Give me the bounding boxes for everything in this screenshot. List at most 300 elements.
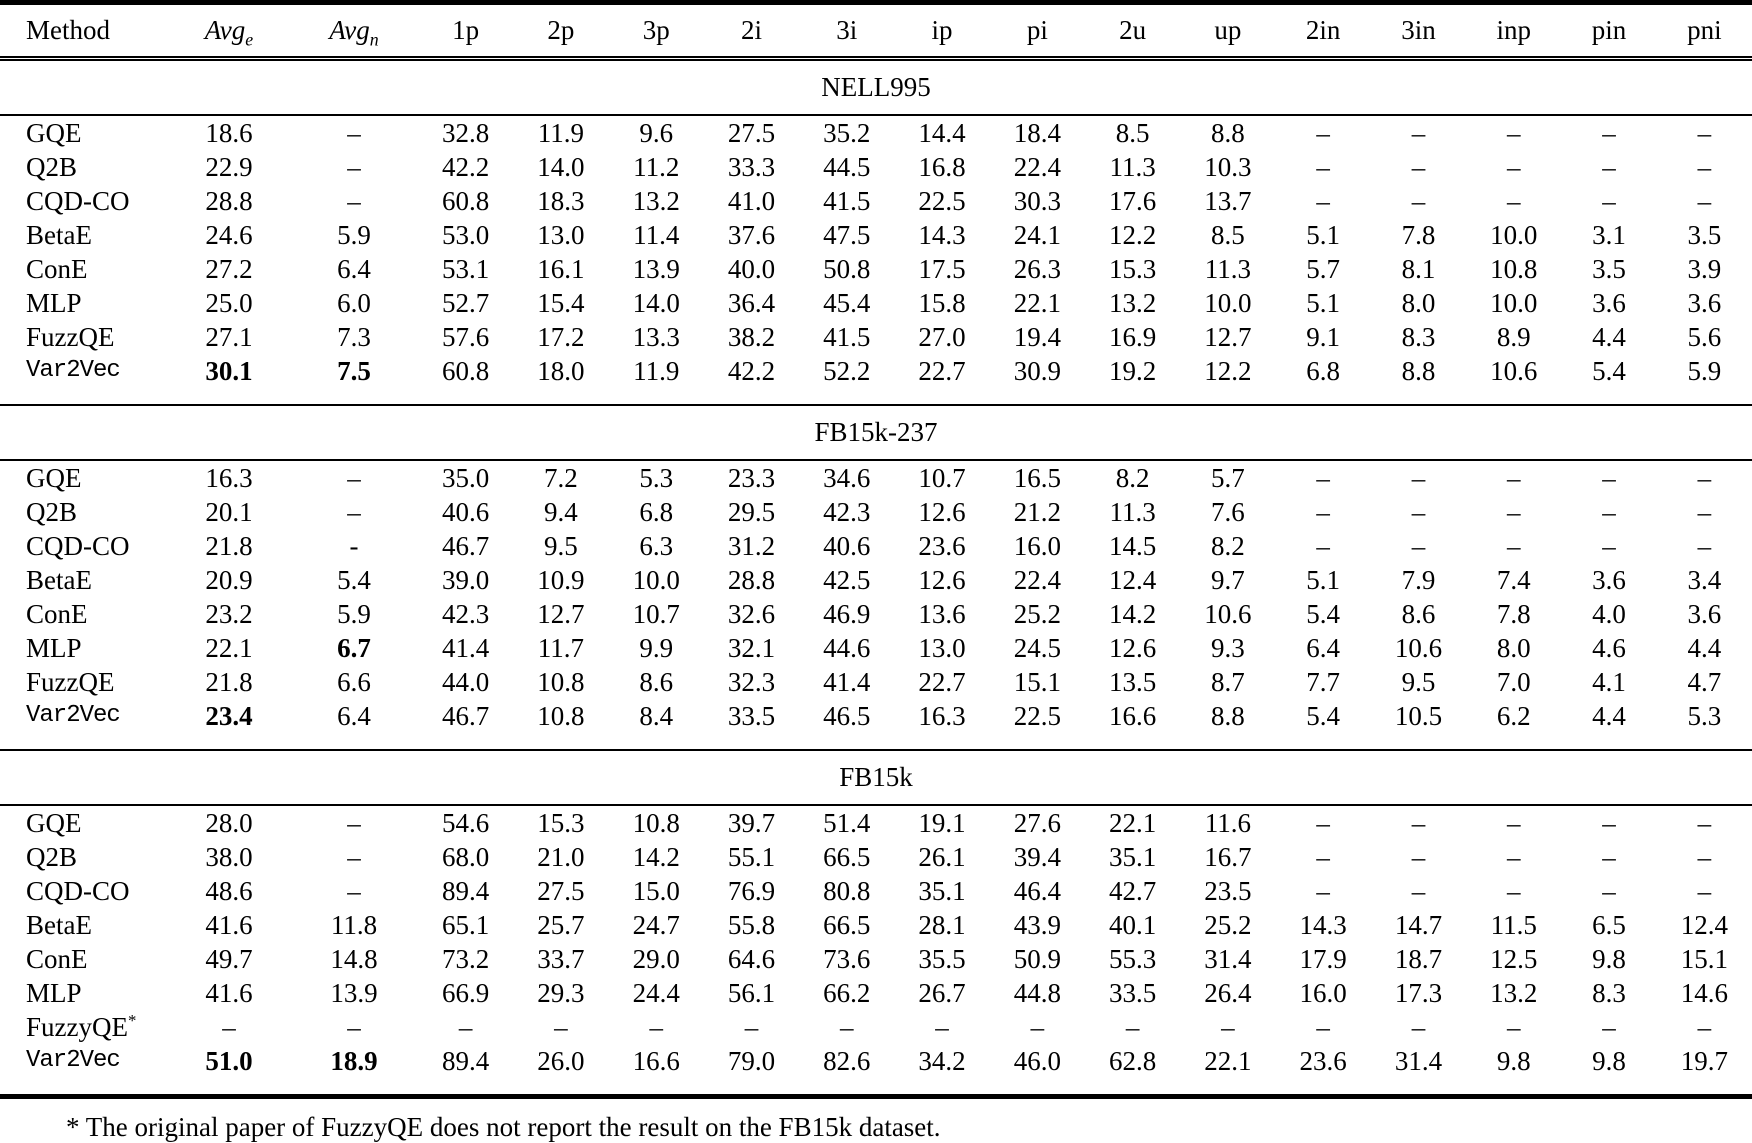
value-cell: 39.7	[727, 808, 776, 838]
value-cell: 27.2	[205, 254, 253, 284]
value-cell: 66.9	[442, 978, 490, 1008]
value-cell: –	[347, 1012, 361, 1042]
value-cell: –	[1221, 1012, 1235, 1042]
value-cell: –	[1602, 876, 1616, 906]
value-cell: –	[1316, 497, 1330, 527]
value-cell: –	[1602, 842, 1616, 872]
value-cell: 6.5	[1592, 910, 1626, 940]
value-cell: 17.9	[1299, 944, 1347, 974]
value-cell: –	[1125, 1012, 1140, 1042]
value-cell: 73.6	[823, 944, 871, 974]
value-cell: 8.8	[1401, 356, 1436, 386]
value-cell: 44.6	[823, 633, 871, 663]
header-row	[0, 3, 1752, 59]
value-cell: 13.9	[632, 254, 680, 284]
value-cell: 89.4	[418, 1044, 513, 1097]
value-cell: 82.6	[799, 1044, 894, 1097]
value-cell: –	[840, 1012, 854, 1042]
value-cell: 29.3	[537, 978, 585, 1008]
value-cell: 55.1	[727, 842, 776, 872]
value-cell: –	[1506, 463, 1521, 493]
value-cell: –	[1411, 531, 1426, 561]
value-cell: –	[1316, 1012, 1330, 1042]
table-row-fuzzyqe	[0, 1010, 1752, 1044]
value-cell: 7.3	[337, 322, 371, 352]
value-cell: 11.4	[633, 220, 680, 250]
value-cell: 46.9	[823, 599, 871, 629]
value-cell: 13.9	[330, 978, 378, 1008]
value-cell: –	[458, 1012, 473, 1042]
value-cell: 11.3	[1204, 254, 1252, 284]
value-cell: 24.4	[632, 978, 680, 1008]
value-cell: 12.7	[1204, 322, 1252, 352]
value-cell: 27.5	[727, 118, 776, 148]
table-row-var2vec	[0, 699, 1752, 750]
value-cell: 14.2	[1108, 599, 1157, 629]
value-cell: 32.6	[727, 599, 776, 629]
value-cell: 89.4	[442, 876, 490, 906]
value-cell: 19.4	[1013, 322, 1061, 352]
table-row-cqd-co	[0, 184, 1752, 218]
value-cell: 32.3	[727, 667, 776, 697]
value-cell: 5.6	[1687, 322, 1722, 352]
value-cell: 46.7	[442, 701, 490, 731]
value-cell: 12.7	[537, 599, 585, 629]
value-cell: 5.3	[639, 463, 674, 493]
value-cell: 12.6	[918, 497, 966, 527]
value-cell: –	[649, 1012, 663, 1042]
value-cell: 15.1	[1680, 944, 1728, 974]
value-cell: 10.0	[1490, 288, 1538, 318]
method-name: ConE	[26, 254, 88, 284]
value-cell: 5.1	[1306, 565, 1341, 595]
value-cell: 30.9	[1013, 356, 1061, 386]
value-cell: 25.2	[1013, 599, 1061, 629]
table-row-cone	[0, 252, 1752, 286]
value-cell: 46.5	[823, 701, 871, 731]
value-cell: 22.4	[1013, 565, 1061, 595]
col-header-method: Method	[0, 3, 168, 59]
value-cell: 6.2	[1496, 701, 1531, 731]
value-cell: 30.3	[1013, 186, 1061, 216]
value-cell: –	[222, 1012, 236, 1042]
value-cell: –	[1697, 531, 1712, 561]
value-cell: –	[1316, 842, 1330, 872]
table-row-q2b	[0, 150, 1752, 184]
value-cell: 16.8	[918, 152, 966, 182]
table-row-cone	[0, 942, 1752, 976]
method-name: GQE	[26, 118, 82, 148]
value-cell: 34.2	[894, 1044, 989, 1097]
value-cell: 7.5	[337, 356, 371, 386]
col-header-1p: 1p	[418, 3, 513, 59]
value-cell: 32.8	[442, 118, 490, 148]
table-row-fuzzqe	[0, 320, 1752, 354]
value-cell: 26.0	[513, 1044, 608, 1097]
value-cell: 14.3	[918, 220, 966, 250]
value-cell: 8.8	[1211, 118, 1245, 148]
value-cell: 35.1	[918, 876, 966, 906]
value-cell: 52.2	[823, 356, 871, 386]
value-cell: 12.2	[1204, 356, 1252, 386]
value-cell: 10.7	[918, 463, 966, 493]
section-row-nell995	[0, 59, 1752, 116]
col-header-2u: 2u	[1085, 3, 1180, 59]
value-cell: 11.5	[1490, 910, 1537, 940]
table-row-betae	[0, 908, 1752, 942]
value-cell: –	[1506, 152, 1521, 182]
method-name: BetaE	[26, 910, 92, 940]
value-cell: 8.7	[1211, 667, 1245, 697]
value-cell: 9.5	[1401, 667, 1436, 697]
value-cell: 13.0	[537, 220, 585, 250]
method-name: Q2B	[26, 842, 78, 872]
value-cell: 31.4	[1371, 1044, 1466, 1097]
value-cell: 10.8	[632, 808, 680, 838]
value-cell: –	[1411, 497, 1426, 527]
value-cell: 16.1	[537, 254, 585, 284]
value-cell: 79.0	[704, 1044, 799, 1097]
col-header-up: up	[1180, 3, 1275, 59]
value-cell: 14.8	[330, 944, 378, 974]
method-name: GQE	[26, 463, 82, 493]
value-cell: 47.5	[823, 220, 871, 250]
value-cell: 19.1	[918, 808, 966, 838]
table-row-mlp	[0, 631, 1752, 665]
table-row-fuzzqe	[0, 665, 1752, 699]
value-cell: –	[1506, 842, 1521, 872]
value-cell: –	[347, 463, 361, 493]
value-cell: 25.0	[205, 288, 253, 318]
value-cell: 73.2	[442, 944, 490, 974]
value-cell: –	[1316, 531, 1330, 561]
value-cell: 8.0	[1496, 633, 1531, 663]
value-cell: 9.1	[1306, 322, 1341, 352]
value-cell: 10.8	[537, 701, 585, 731]
method-name: MLP	[26, 633, 82, 663]
method-name: Q2B	[26, 152, 78, 182]
value-cell: 7.0	[1496, 667, 1531, 697]
value-cell: 3.6	[1687, 599, 1722, 629]
value-cell: 16.0	[1013, 531, 1061, 561]
value-cell: 9.6	[639, 118, 674, 148]
value-cell: 8.6	[1401, 599, 1436, 629]
col-header-pni: pni	[1657, 3, 1752, 59]
value-cell: 13.2	[632, 186, 680, 216]
value-cell: 56.1	[727, 978, 776, 1008]
value-cell: 8.3	[1592, 978, 1626, 1008]
value-cell: 26.4	[1204, 978, 1252, 1008]
value-cell: 23.5	[1204, 876, 1252, 906]
value-cell: –	[1602, 808, 1616, 838]
value-cell: 6.8	[639, 497, 674, 527]
value-cell: 18.6	[205, 118, 253, 148]
value-cell: –	[347, 876, 361, 906]
value-cell: 16.6	[609, 1044, 704, 1097]
value-cell: 15.3	[1108, 254, 1157, 284]
value-cell: 4.4	[1687, 633, 1722, 663]
table-row-var2vec	[0, 354, 1752, 405]
value-cell: –	[1506, 1012, 1521, 1042]
method-name: ConE	[26, 944, 88, 974]
value-cell: –	[1602, 497, 1616, 527]
value-cell: 6.8	[1306, 356, 1341, 386]
value-cell: 29.0	[632, 944, 680, 974]
value-cell: 14.0	[632, 288, 680, 318]
value-cell: 35.5	[918, 944, 966, 974]
value-cell: 9.7	[1211, 565, 1245, 595]
value-cell: 32.1	[727, 633, 776, 663]
col-header-pin: pin	[1561, 3, 1656, 59]
method-name: FuzzyQE*	[26, 1011, 137, 1042]
table-row-cqd-co	[0, 874, 1752, 908]
value-cell: 15.4	[537, 288, 585, 318]
value-cell: 23.4	[205, 701, 253, 731]
value-cell: 3.5	[1687, 220, 1722, 250]
value-cell: 26.1	[918, 842, 966, 872]
value-cell: 3.6	[1592, 288, 1626, 318]
value-cell: 15.3	[537, 808, 585, 838]
col-header-3i: 3i	[799, 3, 894, 59]
value-cell: 40.6	[823, 531, 871, 561]
value-cell: 14.5	[1108, 531, 1157, 561]
value-cell: 11.3	[1109, 497, 1156, 527]
value-cell: –	[1411, 118, 1426, 148]
value-cell: 35.0	[442, 463, 490, 493]
value-cell: 6.4	[337, 254, 371, 284]
value-cell: –	[347, 842, 361, 872]
method-name: MLP	[26, 288, 82, 318]
value-cell: 10.5	[1394, 701, 1443, 731]
value-cell: 41.5	[823, 322, 871, 352]
method-name: MLP	[26, 978, 82, 1008]
col-header-3in: 3in	[1371, 3, 1466, 59]
value-cell: 54.6	[442, 808, 490, 838]
value-cell: 5.4	[1592, 356, 1626, 386]
value-cell: 28.8	[727, 565, 776, 595]
value-cell: 51.0	[168, 1044, 290, 1097]
value-cell: 36.4	[727, 288, 776, 318]
value-cell: 14.2	[632, 842, 680, 872]
value-cell: 7.4	[1496, 565, 1531, 595]
value-cell: –	[1697, 118, 1712, 148]
method-name: ConE	[26, 599, 88, 629]
value-cell: 53.0	[442, 220, 490, 250]
value-cell: 21.0	[537, 842, 585, 872]
col-header-avg-n: Avg$_n$	[290, 3, 418, 59]
value-cell: 12.4	[1108, 565, 1157, 595]
value-cell: 40.6	[442, 497, 490, 527]
value-cell: –	[1602, 463, 1616, 493]
value-cell: 22.9	[205, 152, 253, 182]
value-cell: 7.2	[544, 463, 578, 493]
value-cell: 31.2	[727, 531, 776, 561]
value-cell: 6.6	[337, 667, 371, 697]
value-cell: 48.6	[205, 876, 253, 906]
value-cell: 12.6	[1108, 633, 1157, 663]
value-cell: 8.5	[1115, 118, 1150, 148]
value-cell: 9.5	[544, 531, 578, 561]
value-cell: 9.8	[1592, 944, 1626, 974]
value-cell: 34.6	[823, 463, 871, 493]
value-cell: 22.4	[1013, 152, 1061, 182]
value-cell: 10.0	[1490, 220, 1538, 250]
value-cell: 24.6	[205, 220, 253, 250]
value-cell: 22.5	[1013, 701, 1061, 731]
value-cell: 22.7	[918, 667, 966, 697]
value-cell: 46.0	[990, 1044, 1085, 1097]
value-cell: –	[1316, 186, 1330, 216]
value-cell: 42.2	[442, 152, 490, 182]
value-cell: 16.7	[1204, 842, 1252, 872]
value-cell: 11.6	[1204, 808, 1252, 838]
col-header-2p: 2p	[513, 3, 608, 59]
value-cell: –	[347, 118, 361, 148]
value-cell: 9.9	[639, 633, 674, 663]
value-cell: 6.7	[337, 633, 371, 663]
table-row-gqe	[0, 460, 1752, 495]
col-header-avg-e: Avg$_e$	[168, 3, 290, 59]
value-cell: 46.7	[442, 531, 490, 561]
value-cell: 7.7	[1306, 667, 1341, 697]
section-row-fb15k	[0, 750, 1752, 805]
value-cell: 35.2	[823, 118, 871, 148]
value-cell: –	[1506, 186, 1521, 216]
value-cell: –	[1506, 808, 1521, 838]
table-row-var2vec	[0, 1044, 1752, 1097]
value-cell: 10.9	[537, 565, 585, 595]
table-row-betae	[0, 563, 1752, 597]
value-cell: –	[1030, 1012, 1045, 1042]
value-cell: 20.1	[205, 497, 253, 527]
value-cell: 33.5	[727, 701, 776, 731]
col-header-inp: inp	[1466, 3, 1561, 59]
value-cell: 49.7	[205, 944, 253, 974]
value-cell: 10.6	[1204, 599, 1252, 629]
value-cell: 11.8	[330, 910, 378, 940]
table-row-gqe	[0, 115, 1752, 150]
value-cell: 18.4	[1013, 118, 1061, 148]
col-header-2i: 2i	[704, 3, 799, 59]
value-cell: 13.2	[1108, 288, 1157, 318]
value-cell: 33.7	[537, 944, 585, 974]
value-cell: 5.9	[1687, 356, 1722, 386]
value-cell: 22.1	[1108, 808, 1157, 838]
value-cell: 38.2	[727, 322, 776, 352]
value-cell: 14.0	[537, 152, 585, 182]
value-cell: 76.9	[727, 876, 776, 906]
value-cell: 7.8	[1401, 220, 1436, 250]
value-cell: 60.8	[442, 186, 490, 216]
value-cell: 27.6	[1013, 808, 1061, 838]
value-cell: –	[347, 186, 361, 216]
method-name: CQD-CO	[26, 531, 130, 561]
value-cell: 24.7	[632, 910, 680, 940]
method-name: FuzzQE	[26, 667, 115, 697]
value-cell: 38.0	[205, 842, 253, 872]
value-cell: 12.4	[1680, 910, 1728, 940]
value-cell: 50.8	[823, 254, 871, 284]
value-cell: 11.9	[537, 118, 585, 148]
method-name: GQE	[26, 808, 82, 838]
value-cell: 4.4	[1592, 701, 1626, 731]
value-cell: 42.3	[823, 497, 871, 527]
value-cell: 13.0	[918, 633, 966, 663]
value-cell: 24.5	[1013, 633, 1061, 663]
value-cell: 12.2	[1108, 220, 1157, 250]
value-cell: 15.8	[918, 288, 966, 318]
value-cell: 17.6	[1108, 186, 1157, 216]
value-cell: 33.5	[1108, 978, 1157, 1008]
table-row-mlp	[0, 976, 1752, 1010]
table-row-cqd-co	[0, 529, 1752, 563]
value-cell: –	[1316, 876, 1330, 906]
value-cell: 37.6	[727, 220, 776, 250]
value-cell: 3.1	[1592, 220, 1626, 250]
value-cell: –	[1697, 808, 1712, 838]
value-cell: 16.6	[1108, 701, 1157, 731]
value-cell: –	[1411, 463, 1426, 493]
value-cell: 22.1	[1180, 1044, 1275, 1097]
method-name: Var2Vec	[26, 357, 120, 384]
value-cell: 80.8	[823, 876, 871, 906]
value-cell: 18.3	[537, 186, 585, 216]
value-cell: –	[1602, 152, 1616, 182]
value-cell: 46.4	[1013, 876, 1061, 906]
value-cell: 5.1	[1306, 288, 1341, 318]
value-cell: 41.6	[205, 978, 253, 1008]
section-title-fb15k: FB15k	[0, 750, 1752, 805]
value-cell: 52.7	[442, 288, 490, 318]
section-title-fb15k-237: FB15k-237	[0, 405, 1752, 460]
value-cell: –	[935, 1012, 949, 1042]
value-cell: –	[1602, 118, 1616, 148]
method-name: BetaE	[26, 220, 92, 250]
value-cell: 66.2	[823, 978, 871, 1008]
value-cell: 12.5	[1490, 944, 1538, 974]
value-cell: –	[744, 1012, 759, 1042]
value-cell: 43.9	[1013, 910, 1061, 940]
value-cell: 23.2	[205, 599, 253, 629]
value-cell: 13.2	[1490, 978, 1538, 1008]
value-cell: 4.7	[1687, 667, 1722, 697]
value-cell: 17.5	[918, 254, 966, 284]
value-cell: 5.4	[337, 565, 371, 595]
value-cell: –	[1316, 152, 1330, 182]
table-row-q2b	[0, 840, 1752, 874]
value-cell: 25.7	[537, 910, 585, 940]
value-cell: 41.0	[727, 186, 776, 216]
value-cell: 10.7	[632, 599, 680, 629]
value-cell: 20.9	[205, 565, 253, 595]
value-cell: 66.5	[823, 842, 871, 872]
value-cell: –	[1697, 152, 1712, 182]
value-cell: 23.6	[1276, 1044, 1371, 1097]
value-cell: 5.4	[1306, 701, 1341, 731]
col-header-3p: 3p	[609, 3, 704, 59]
value-cell: 21.8	[205, 667, 253, 697]
value-cell: 55.3	[1108, 944, 1157, 974]
value-cell: 42.3	[442, 599, 490, 629]
value-cell: 65.1	[442, 910, 490, 940]
value-cell: 30.1	[205, 356, 253, 386]
value-cell: 8.2	[1115, 463, 1150, 493]
col-header-2in: 2in	[1276, 3, 1371, 59]
value-cell: 29.5	[727, 497, 776, 527]
table-row-mlp	[0, 286, 1752, 320]
table-row-gqe	[0, 805, 1752, 840]
value-cell: 8.8	[1211, 701, 1245, 731]
